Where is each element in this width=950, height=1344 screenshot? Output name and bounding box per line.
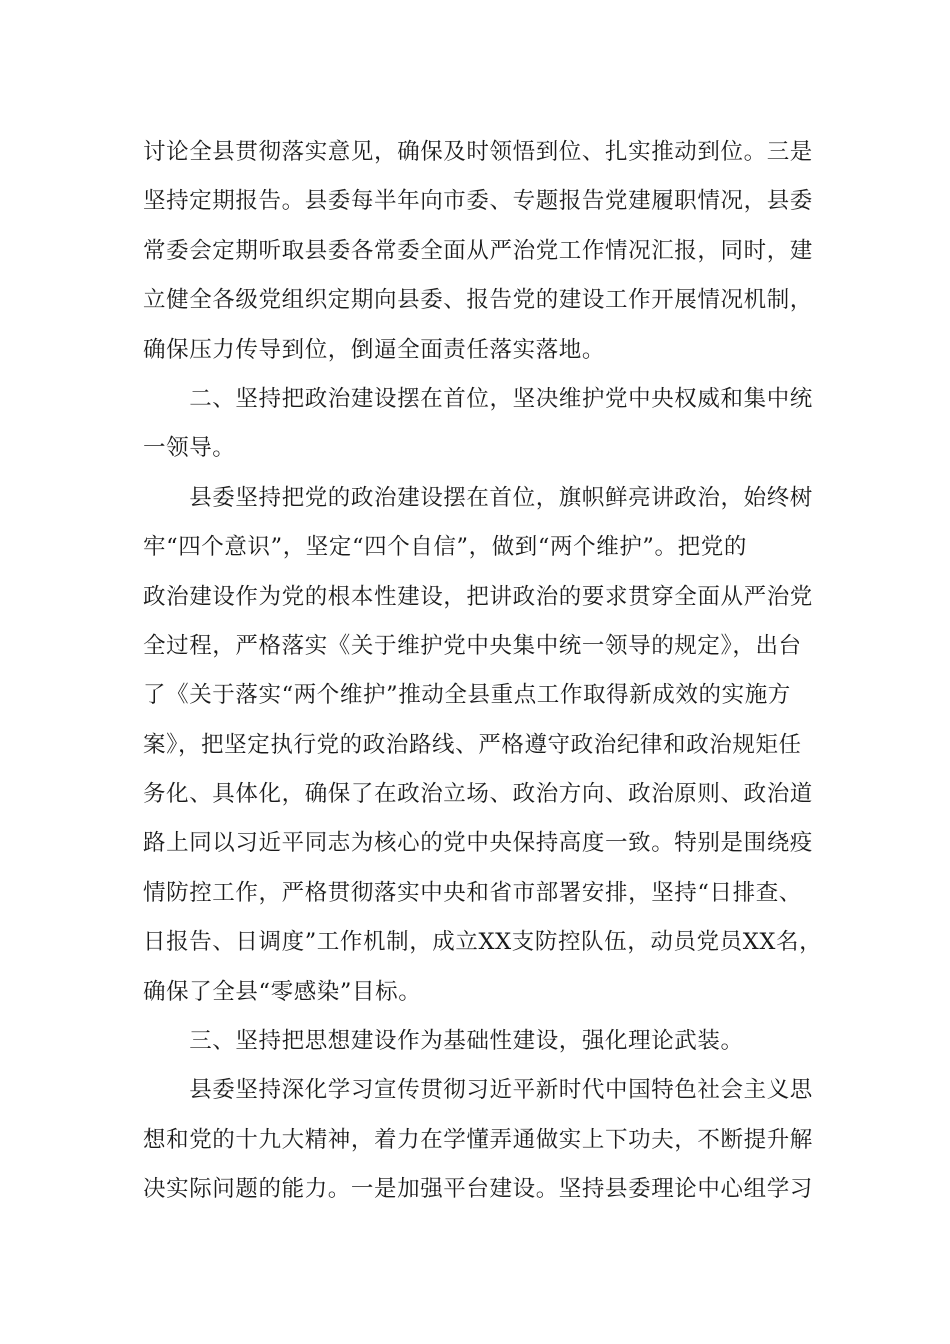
text-line: 常委会定期听取县委各常委全面从严治党工作情况汇报，同时，建 [143,237,813,264]
text-line: 立健全各级党组织定期向县委、报告党的建设工作开展情况机制， [143,287,813,314]
text-line: 想和党的十九大精神，着力在学懂弄通做实上下功夫，不断提升解 [143,1126,813,1153]
text-line: 确保压力传导到位，倒逼全面责任落实落地。 [143,336,606,363]
section-heading-line: 三、坚持把思想建设作为基础性建设，强化理论武装。 [143,1028,744,1055]
text-line: 决实际问题的能力。一是加强平台建设。坚持县委理论中心组学习 [143,1176,813,1203]
text-line: 坚持定期报告。县委每半年向市委、专题报告党建履职情况，县委 [143,188,813,215]
text-line: 案》，把坚定执行党的政治路线、严格遵守政治纪律和政治规矩任 [143,731,802,758]
text-line: 务化、具体化，确保了在政治立场、政治方向、政治原则、政治道 [143,781,813,808]
text-line: 牢“四个意识”，坚定“四个自信”，做到“两个维护”。把党的 [143,534,747,561]
text-line: 确保了全县“零感染”目标。 [143,978,422,1005]
text-line: 县委坚持深化学习宣传贯彻习近平新时代中国特色社会主义思 [143,1077,813,1104]
text-line: 情防控工作，严格贯彻落实中央和省市部署安排，坚持“日排查、 [143,879,802,906]
text-line: 全过程，严格落实《关于维护党中央集中统一领导的规定》，出台 [143,632,802,659]
text-line: 县委坚持把党的政治建设摆在首位，旗帜鲜亮讲政治，始终树 [143,484,813,511]
section-heading-line: 二、坚持把政治建设摆在首位，坚决维护党中央权威和集中统 [143,385,813,412]
section-heading-line: 一领导。 [143,435,236,462]
text-line: 日报告、日调度”工作机制，成立XX支防控队伍，动员党员XX名， [143,929,823,956]
text-line: 路上同以习近平同志为核心的党中央保持高度一致。特别是围绕疫 [143,830,813,857]
text-line: 讨论全县贯彻落实意见，确保及时领悟到位、扎实推动到位。三是 [143,139,813,165]
document-body [143,128,833,1215]
text-line: 政治建设作为党的根本性建设，把讲政治的要求贯穿全面从严治党 [143,583,813,610]
text-line: 了《关于落实“两个维护”推动全县重点工作取得新成效的实施方 [143,682,791,709]
